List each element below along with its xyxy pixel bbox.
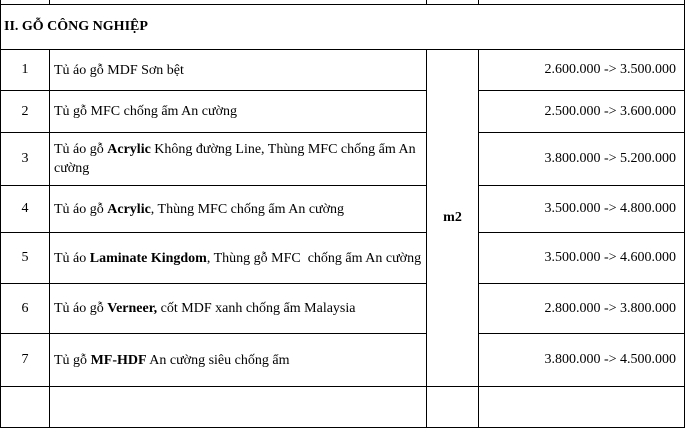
section-header-row	[1, 5, 685, 50]
material-highlight: Verneer,	[107, 301, 158, 316]
section-title: II. GỖ CÔNG NGHIỆP	[1, 5, 685, 50]
price-range: 2.600.000 -> 3.500.000	[479, 50, 685, 91]
row-number: 4	[1, 186, 50, 233]
product-name: Tủ gỗ MF-HDF An cường siêu chống ẩm	[50, 334, 427, 387]
product-name: Tủ áo gỗ Acrylic, Thùng MFC chống ẩm An cường	[50, 186, 427, 233]
product-name-text: Tủ áo gỗ MDF Sơn bệt	[54, 62, 184, 78]
material-highlight: MF-HDF	[90, 352, 147, 368]
price-range: 2.500.000 -> 3.600.000	[479, 91, 685, 133]
price-range: 3.800.000 -> 4.500.000	[479, 334, 685, 387]
price-range: 3.500.000 -> 4.600.000	[479, 233, 685, 284]
table-row	[1, 91, 685, 133]
row-number: 2	[1, 91, 50, 133]
material-highlight: Laminate Kingdom	[89, 250, 207, 266]
row-number: 5	[1, 233, 50, 284]
material-highlight: Acrylic	[107, 201, 151, 217]
product-name	[50, 91, 427, 133]
product-name: Tủ áo gỗ Verneer, cốt MDF xanh chống ẩm Malaysia	[50, 284, 427, 334]
product-name-text: Tủ gỗ MFC chống ẩm An cường	[54, 104, 237, 119]
row-number: 3	[1, 133, 50, 186]
table-row	[1, 284, 685, 334]
product-name: Tủ áo gỗ Acrylic Không đường Line, Thùng MFC chống ẩm An cường	[50, 133, 427, 186]
row-number: 6	[1, 284, 50, 334]
table-row	[1, 334, 685, 387]
row-number: 1	[1, 50, 50, 91]
material-highlight: Acrylic	[107, 142, 151, 157]
table-row	[1, 186, 685, 233]
table-row	[1, 133, 685, 186]
table-row	[1, 233, 685, 284]
row-number: 7	[1, 334, 50, 387]
table-row-partial	[1, 387, 685, 428]
product-name	[50, 50, 427, 91]
table-row	[1, 50, 685, 91]
unit-cell: m2	[427, 50, 479, 387]
price-range: 2.800.000 -> 3.800.000	[479, 284, 685, 334]
price-range: 3.800.000 -> 5.200.000	[479, 133, 685, 186]
price-range: 3.500.000 -> 4.800.000	[479, 186, 685, 233]
product-name: Tủ áo Laminate Kingdom, Thùng gỗ MFC chống ẩm An cường	[50, 233, 427, 284]
